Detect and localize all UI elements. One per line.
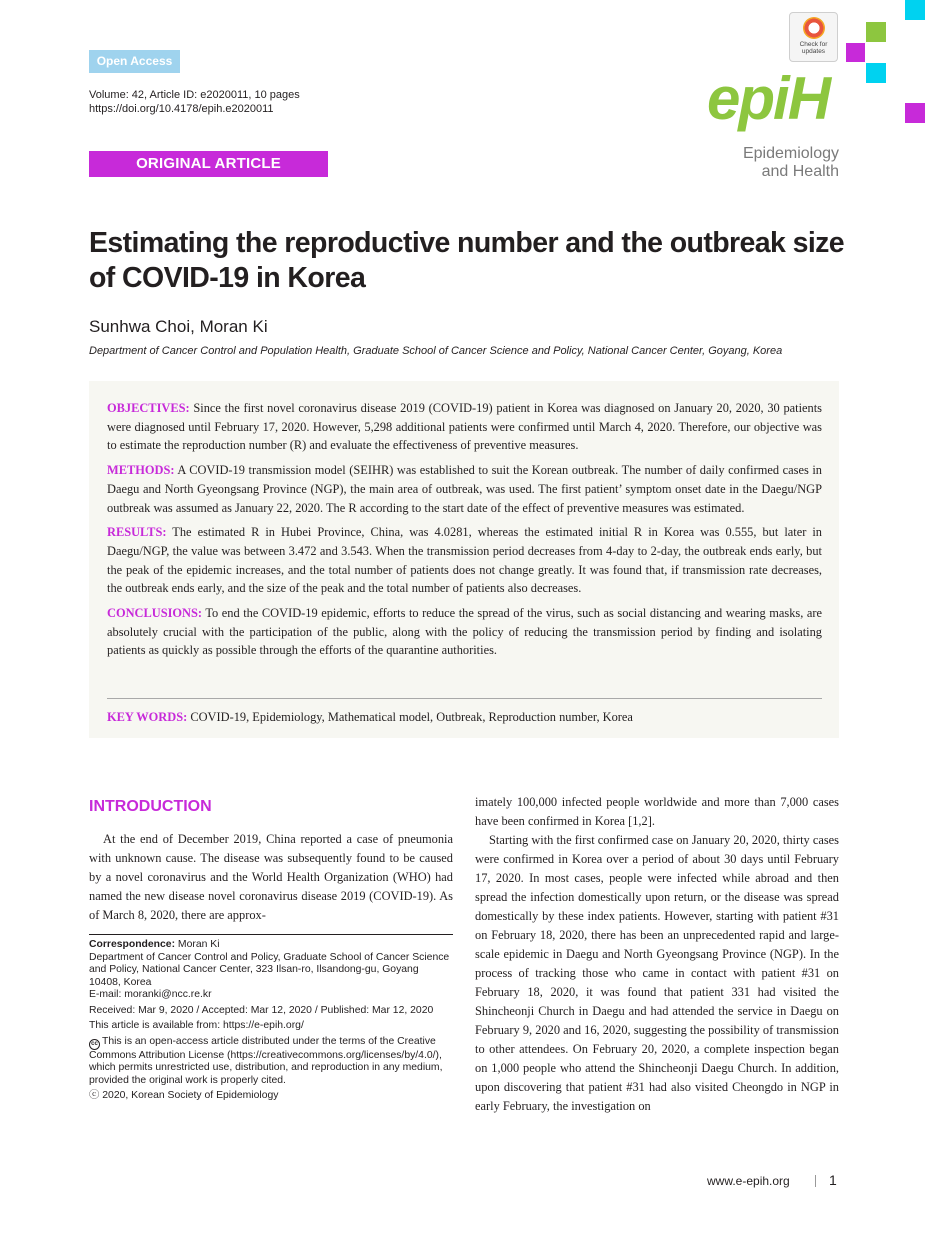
abstract-objectives [107,399,822,455]
correspondence-block [89,939,453,1103]
right-column [475,793,839,1116]
keywords-label: KEY WORDS: [107,710,188,724]
logo-square-icon [866,63,886,83]
objectives-text: Since the first novel coronavirus disease 2019 (COVID-19) patient in Korea was diagnosed on January 20, 2020, 30 patients were diagnosed until February 17, 2020. However, 5,298 additional patients were confirmed until March 4, 2020. Therefore, our objective was to estimate the reproduction number (R) and evaluate the effectiveness of preventive measures. [107,401,822,453]
logo-square-icon [846,43,865,62]
methods-text: A COVID-19 transmission model (SEIHR) was established to suit the Korean outbreak. The number of daily confirmed cases in Daegu and North Gyeongsang Province (NGP), the main area of outbreak, was used. The first patient’ symptom onset date in the Daegu/NGP outbreak was assumed as January 22, 2020. The R according to the start date of the effect of preventive measures was estimated. [107,463,822,515]
journal-name [743,145,839,181]
methods-label: METHODS: [107,463,175,478]
correspondence-divider [89,934,453,935]
results-label: RESULTS: [107,525,167,540]
article-meta [89,88,300,116]
check-for-updates-button[interactable] [789,12,838,62]
journal-logo: epiH [707,65,830,132]
article-dates: Received: Mar 9, 2020 / Accepted: Mar 12, 2020 / Published: Mar 12, 2020 [89,1004,434,1016]
intro-paragraph-1: At the end of December 2019, China reported a case of pneumonia with unknown cause. The disease was subsequently found to be caused by a novel coronavirus and the World Health Organization (WHO) had named the new disease novel coronavirus disease 2019 (COVID-19). As of March 8, 2020, there are approx- [89,832,453,922]
abstract-conclusions [107,604,822,660]
doi-link[interactable]: https://doi.org/10.4178/epih.e2020011 [89,103,274,115]
logo-square-icon [905,103,925,123]
logo-square-icon [866,22,886,42]
abstract-box [89,381,839,738]
correspondence-label: Correspondence: [89,939,176,950]
section-heading-introduction: INTRODUCTION [89,798,212,815]
conclusions-label: CONCLUSIONS: [107,606,203,621]
open-access-badge: Open Access [89,50,180,73]
availability-line: This article is available from: https://e-epih.org/ [89,1020,304,1031]
authors: Sunhwa Choi, Moran Ki [89,317,268,336]
correspondence-name: Moran Ki [177,939,220,950]
copyright-line: ⓒ 2020, Korean Society of Epidemiology [89,1090,279,1101]
correspondence-email[interactable]: E-mail: moranki@ncc.re.kr [89,989,212,1000]
check-updates-icon [803,17,825,39]
article-type-banner: ORIGINAL ARTICLE [89,151,328,177]
abstract-divider [107,698,822,699]
cc-license-icon: cc [89,1039,100,1050]
keywords [107,708,822,726]
objectives-label: OBJECTIVES: [107,401,190,415]
intro-paragraph-2: Starting with the first confirmed case on January 20, 2020, thirty cases were confirmed in Korea over a period of about 30 days until February 17, 2020. In most cases, people were infected while abroad and then spread the infection domestically upon return, or the disease was spread domestically by these index patients. However, starting with patient #31 on February 18, 2020, there has been an unprecedented rapid and large-scale epidemic in Daegu and North Gyeongsang Province (NGP). In the process of tracking those who came in contact with patient #31 on February 18, 2020, it was found that patient 331 had visited the Shincheonji Church in Daegu and had attended the service in Daegu on February 9, 2020 and 16, 2020, suggesting the possibility of transmission to other attendees. On February 20, 2020, a complete inspection began on 1,000 people who attend the Shincheonji Daegu Church. In addition, upon discovering that patient #31 had also visited Cheongdo in NGP in early February, the investigation on [475,833,839,1113]
abstract-methods [107,461,822,517]
logo-square-icon [905,0,925,20]
results-text: The estimated R in Hubei Province, China, was 4.0281, whereas the estimated initial R in Korea was 0.555, but later in Daegu/NGP, the value was between 3.472 and 3.543. When the transmission period decreases from 4-day to 2-day, the outbreak ends early, but the peak of the epidemic increases, and the total number of patients does not change greatly. It was found that, if transmission rate decreases, the outbreak ends early, and the size of the peak and the total number of patients also decreases. [107,525,822,596]
check-updates-label: Check for updates [799,41,828,55]
footer-separator [815,1175,816,1187]
license-body: This is an open-access article distributed under the terms of the Creative Commons Attribution License (https://creativecommons.org/licenses/by/4.0/), which permits unrestricted use, distribution, and reproduction in any medium, provided the original work is properly cited. [89,1035,443,1086]
journal-name-line1: Epidemiology [742,145,839,162]
article-title: Estimating the reproductive number and the outbreak size of COVID-19 in Korea [89,227,845,294]
correspondence-line [89,939,453,952]
keywords-text: COVID-19, Epidemiology, Mathematical model, Outbreak, Reproduction number, Korea [190,710,633,724]
conclusions-text: To end the COVID-19 epidemic, efforts to reduce the spread of the virus, such as social distancing and wearing masks, are absolutely crucial with the participation of the public, along with the policy of reducing the transmission period by finding and isolating patients as quickly as possible through the efforts of the quarantine authorities. [107,606,822,658]
abstract-results [107,523,822,598]
page-number: 1 [829,1172,837,1188]
volume-line: Volume: 42, Article ID: e2020011, 10 pages [89,89,300,101]
license-text [89,1036,453,1088]
journal-name-line2: and Health [761,163,839,180]
correspondence-address: Department of Cancer Control and Policy, Graduate School of Cancer Science and Policy, National Cancer Center, 323 Ilsan-ro, Ilsandong-gu, Goyang 10408, Korea [89,951,450,988]
affiliation: Department of Cancer Control and Population Health, Graduate School of Cancer Science and Policy, National Cancer Center, Goyang, Korea [89,345,783,357]
footer-website-link[interactable]: www.e-epih.org [707,1174,790,1188]
intro-paragraph-continued: imately 100,000 infected people worldwide and more than 7,000 cases have been confirmed in Korea [1,2]. [475,795,839,828]
